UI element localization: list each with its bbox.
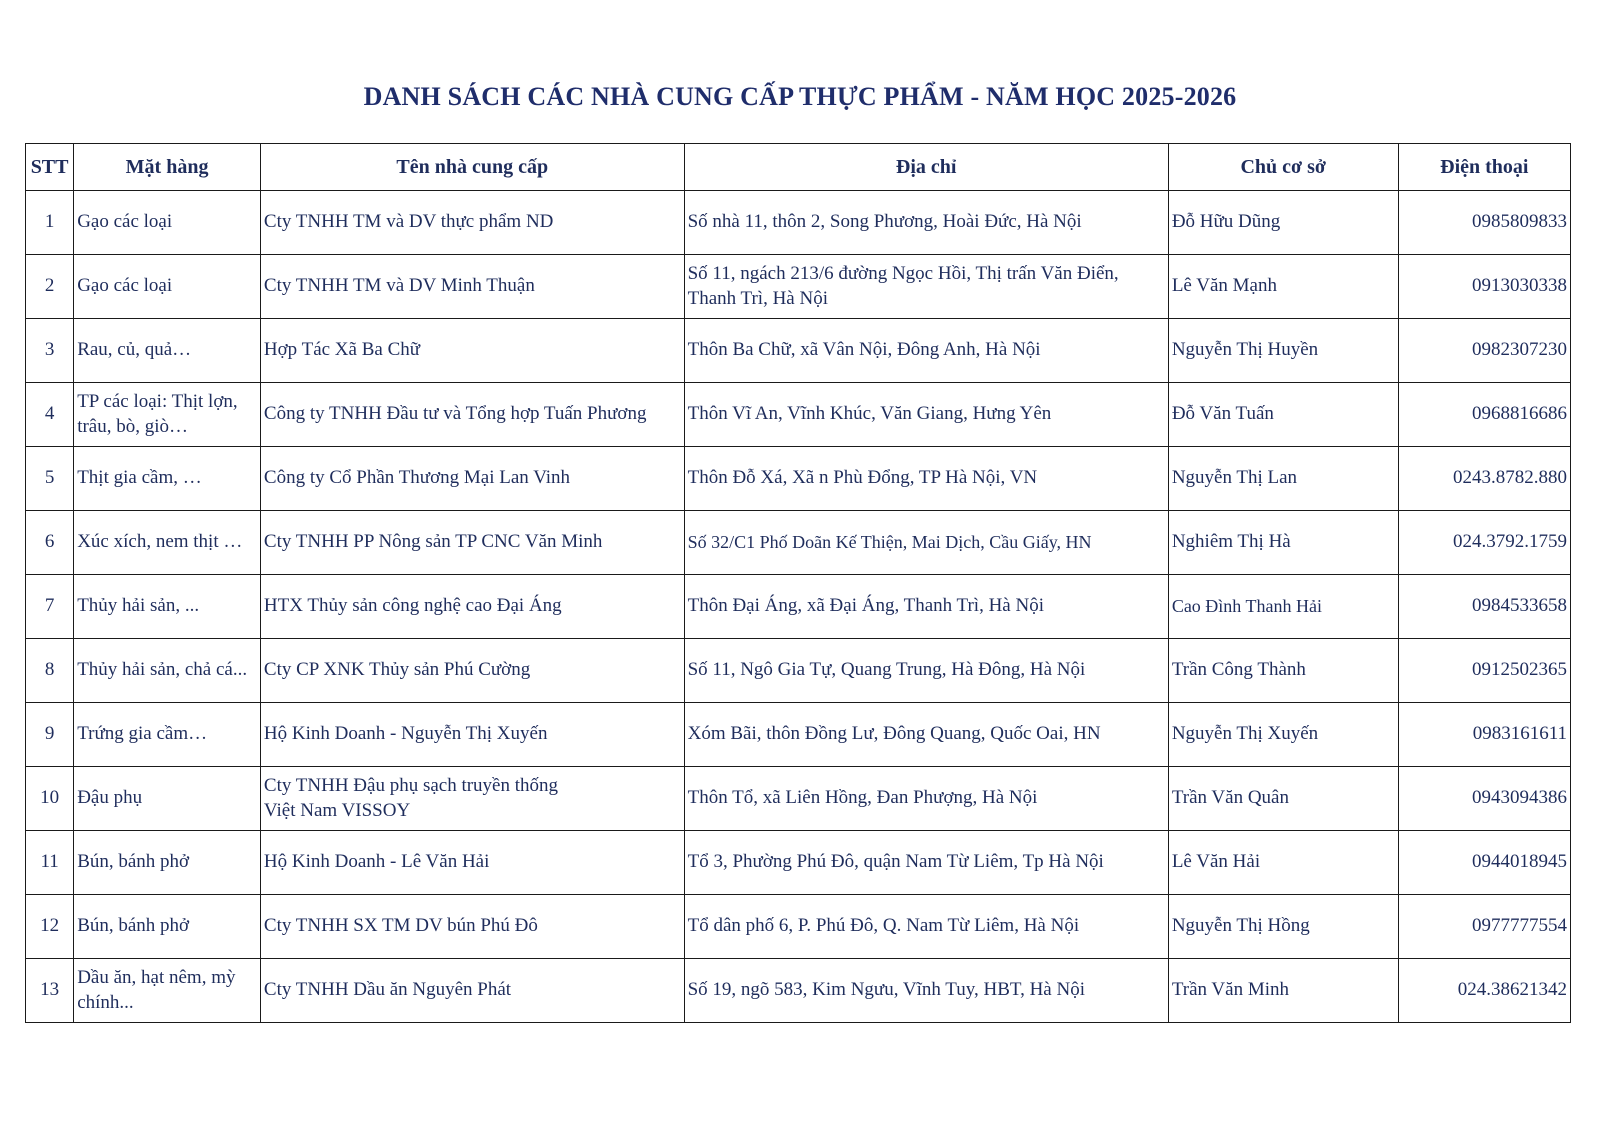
cell-owner: Trần Văn Quân: [1168, 767, 1398, 831]
cell-supplier: [260, 703, 684, 767]
cell-supplier-line: Cty TNHH TM và DV thực phẩm ND: [263, 211, 554, 233]
cell-owner: Nguyễn Thị Lan: [1168, 447, 1398, 511]
cell-stt: 10: [26, 767, 74, 831]
cell-address-line: Thôn Đỗ Xá, Xã n Phù Đổng, TP Hà Nội, VN: [687, 467, 1038, 489]
table-row: [26, 191, 1571, 255]
cell-address-line: Số nhà 11, thôn 2, Song Phương, Hoài Đức, Hà Nội: [687, 211, 1082, 233]
cell-item: [74, 255, 261, 319]
cell-owner: Nghiêm Thị Hà: [1168, 511, 1398, 575]
cell-stt: 6: [26, 511, 74, 575]
table-row: [26, 703, 1571, 767]
table-row: [26, 319, 1571, 383]
cell-item: [74, 767, 261, 831]
cell-address-line: Thôn Đại Áng, xã Đại Áng, Thanh Trì, Hà Nội: [687, 595, 1044, 617]
cell-address: [684, 959, 1168, 1023]
cell-stt: 5: [26, 447, 74, 511]
cell-address-line: Số 11, ngách 213/6 đường Ngọc Hồi, Thị trấn Văn Điển,: [687, 262, 1119, 284]
cell-supplier-line: HTX Thủy sản công nghệ cao Đại Áng: [263, 595, 562, 617]
cell-item: [74, 447, 261, 511]
cell-address-line: Xóm Bãi, thôn Đồng Lư, Đông Quang, Quốc Oai, HN: [687, 723, 1101, 745]
cell-item: [74, 639, 261, 703]
page-title: DANH SÁCH CÁC NHÀ CUNG CẤP THỰC PHẨM - NĂM HỌC 2025-2026: [363, 82, 1237, 111]
cell-address: [684, 255, 1168, 319]
column-header-stt: STT: [26, 144, 74, 191]
cell-supplier-line: Công ty Cổ Phần Thương Mại Lan Vinh: [263, 467, 571, 489]
cell-supplier: [260, 575, 684, 639]
cell-supplier: [260, 639, 684, 703]
cell-address-line: Thôn Vĩ An, Vĩnh Khúc, Văn Giang, Hưng Yên: [687, 403, 1052, 425]
cell-item: [74, 191, 261, 255]
cell-item: [74, 959, 261, 1023]
cell-address: [684, 895, 1168, 959]
cell-stt: 9: [26, 703, 74, 767]
cell-item-line: Thủy hải sản, ...: [77, 595, 200, 617]
cell-phone: 0912502365: [1398, 639, 1570, 703]
cell-address: [684, 639, 1168, 703]
cell-phone: 024.38621342: [1398, 959, 1570, 1023]
cell-address: [684, 767, 1168, 831]
cell-supplier: [260, 895, 684, 959]
cell-item-line: Gạo các loại: [77, 275, 173, 297]
cell-phone: 0943094386: [1398, 767, 1570, 831]
cell-stt: 8: [26, 639, 74, 703]
column-header-owner: Chủ cơ sở: [1168, 144, 1398, 191]
cell-supplier: [260, 383, 684, 447]
cell-item-line: Thịt gia cầm, …: [77, 467, 202, 489]
cell-address: [684, 511, 1168, 575]
cell-address-line: Số 19, ngõ 583, Kim Ngưu, Vĩnh Tuy, HBT, Hà Nội: [687, 979, 1085, 1001]
cell-phone: 0983161611: [1398, 703, 1570, 767]
cell-address: [684, 319, 1168, 383]
table-header-row: [26, 144, 1571, 191]
cell-address: [684, 191, 1168, 255]
cell-item: [74, 383, 261, 447]
cell-address: [684, 383, 1168, 447]
cell-supplier-line: Hợp Tác Xã Ba Chữ: [263, 339, 421, 361]
cell-phone: 0243.8782.880: [1398, 447, 1570, 511]
cell-supplier: [260, 191, 684, 255]
cell-stt: 3: [26, 319, 74, 383]
cell-supplier-line: Công ty TNHH Đầu tư và Tổng hợp Tuấn Phương: [263, 403, 647, 425]
cell-owner: Lê Văn Hải: [1168, 831, 1398, 895]
cell-phone: 0944018945: [1398, 831, 1570, 895]
cell-item-line: Xúc xích, nem thịt …: [77, 531, 243, 553]
cell-stt: 4: [26, 383, 74, 447]
column-header-address: Địa chỉ: [684, 144, 1168, 191]
cell-item-line: Dầu ăn, hạt nêm, mỳ: [77, 966, 236, 988]
cell-address-line: Thôn Tổ, xã Liên Hồng, Đan Phượng, Hà Nội: [687, 787, 1038, 809]
cell-supplier: [260, 959, 684, 1023]
cell-supplier: [260, 319, 684, 383]
cell-supplier-line: Cty TNHH Đậu phụ sạch truyền thống: [263, 774, 559, 796]
cell-supplier-line: Hộ Kinh Doanh - Lê Văn Hải: [263, 851, 490, 873]
cell-supplier: [260, 255, 684, 319]
table-row: [26, 383, 1571, 447]
cell-stt: 7: [26, 575, 74, 639]
column-header-supplier: Tên nhà cung cấp: [260, 144, 684, 191]
cell-address-line: Số 11, Ngô Gia Tự, Quang Trung, Hà Đông, Hà Nội: [687, 659, 1086, 681]
cell-stt: 13: [26, 959, 74, 1023]
table-body: [26, 191, 1571, 1023]
cell-item: [74, 575, 261, 639]
table-row: [26, 959, 1571, 1023]
cell-address-line: Tổ dân phố 6, P. Phú Đô, Q. Nam Từ Liêm, Hà Nội: [687, 915, 1080, 937]
cell-phone: 024.3792.1759: [1398, 511, 1570, 575]
cell-phone: 0977777554: [1398, 895, 1570, 959]
cell-item-line: Đậu phụ: [77, 787, 143, 809]
column-header-item: Mặt hàng: [74, 144, 261, 191]
table-row: [26, 447, 1571, 511]
cell-address: [684, 831, 1168, 895]
cell-address: [684, 575, 1168, 639]
table-row: [26, 831, 1571, 895]
cell-supplier-line: Cty CP XNK Thủy sản Phú Cường: [263, 659, 531, 681]
cell-item-line: trâu, bò, giò…: [77, 415, 189, 437]
cell-item-line: TP các loại: Thịt lợn,: [77, 390, 238, 412]
cell-phone: 0913030338: [1398, 255, 1570, 319]
cell-address-line: Số 32/C1 Phố Doãn Kế Thiện, Mai Dịch, Cầu Giấy, HN: [687, 531, 1092, 552]
cell-owner: Nguyễn Thị Huyền: [1168, 319, 1398, 383]
cell-stt: 2: [26, 255, 74, 319]
cell-supplier: [260, 767, 684, 831]
table-row: [26, 511, 1571, 575]
cell-item: [74, 511, 261, 575]
cell-item: [74, 895, 261, 959]
cell-phone: 0984533658: [1398, 575, 1570, 639]
table-row: [26, 255, 1571, 319]
cell-item-line: chính...: [77, 991, 134, 1013]
cell-item-line: Trứng gia cầm…: [77, 723, 208, 745]
cell-phone: 0982307230: [1398, 319, 1570, 383]
cell-stt: 12: [26, 895, 74, 959]
cell-item-line: Rau, củ, quả…: [77, 339, 192, 361]
cell-phone: 0985809833: [1398, 191, 1570, 255]
cell-item-line: Gạo các loại: [77, 211, 173, 233]
cell-supplier-line: Cty TNHH TM và DV Minh Thuận: [263, 275, 535, 297]
table-row: [26, 895, 1571, 959]
cell-stt: 11: [26, 831, 74, 895]
cell-address-line: Thôn Ba Chữ, xã Vân Nội, Đông Anh, Hà Nội: [687, 339, 1041, 361]
cell-phone: 0968816686: [1398, 383, 1570, 447]
cell-supplier-line: Việt Nam VISSOY: [263, 799, 411, 821]
cell-supplier-line: Hộ Kinh Doanh - Nguyễn Thị Xuyến: [263, 723, 548, 745]
cell-stt: 1: [26, 191, 74, 255]
column-header-phone: Điện thoại: [1398, 144, 1570, 191]
cell-item-line: Bún, bánh phở: [77, 915, 190, 937]
cell-address: [684, 703, 1168, 767]
cell-owner: Nguyễn Thị Hồng: [1168, 895, 1398, 959]
cell-owner: Trần Văn Minh: [1168, 959, 1398, 1023]
cell-owner: Trần Công Thành: [1168, 639, 1398, 703]
cell-supplier: [260, 831, 684, 895]
cell-supplier: [260, 511, 684, 575]
table-row: [26, 639, 1571, 703]
cell-item-line: Bún, bánh phở: [77, 851, 190, 873]
cell-owner: Cao Đình Thanh Hải: [1168, 575, 1398, 639]
cell-item: [74, 703, 261, 767]
cell-supplier: [260, 447, 684, 511]
cell-item-line: Thủy hải sản, chả cá...: [77, 659, 248, 681]
cell-supplier-line: Cty TNHH PP Nông sản TP CNC Văn Minh: [263, 531, 603, 553]
cell-owner: Lê Văn Mạnh: [1168, 255, 1398, 319]
cell-item: [74, 319, 261, 383]
table-row: [26, 767, 1571, 831]
cell-owner: Nguyễn Thị Xuyến: [1168, 703, 1398, 767]
cell-supplier-line: Cty TNHH Dầu ăn Nguyên Phát: [263, 979, 512, 1001]
cell-item: [74, 831, 261, 895]
cell-address: [684, 447, 1168, 511]
cell-address-line: Thanh Trì, Hà Nội: [687, 287, 828, 309]
cell-owner: Đỗ Hữu Dũng: [1168, 191, 1398, 255]
table-row: [26, 575, 1571, 639]
cell-supplier-line: Cty TNHH SX TM DV bún Phú Đô: [263, 915, 538, 937]
supplier-table: [25, 143, 1571, 1023]
cell-owner: Đỗ Văn Tuấn: [1168, 383, 1398, 447]
cell-address-line: Tổ 3, Phường Phú Đô, quận Nam Từ Liêm, Tp Hà Nội: [687, 851, 1104, 873]
